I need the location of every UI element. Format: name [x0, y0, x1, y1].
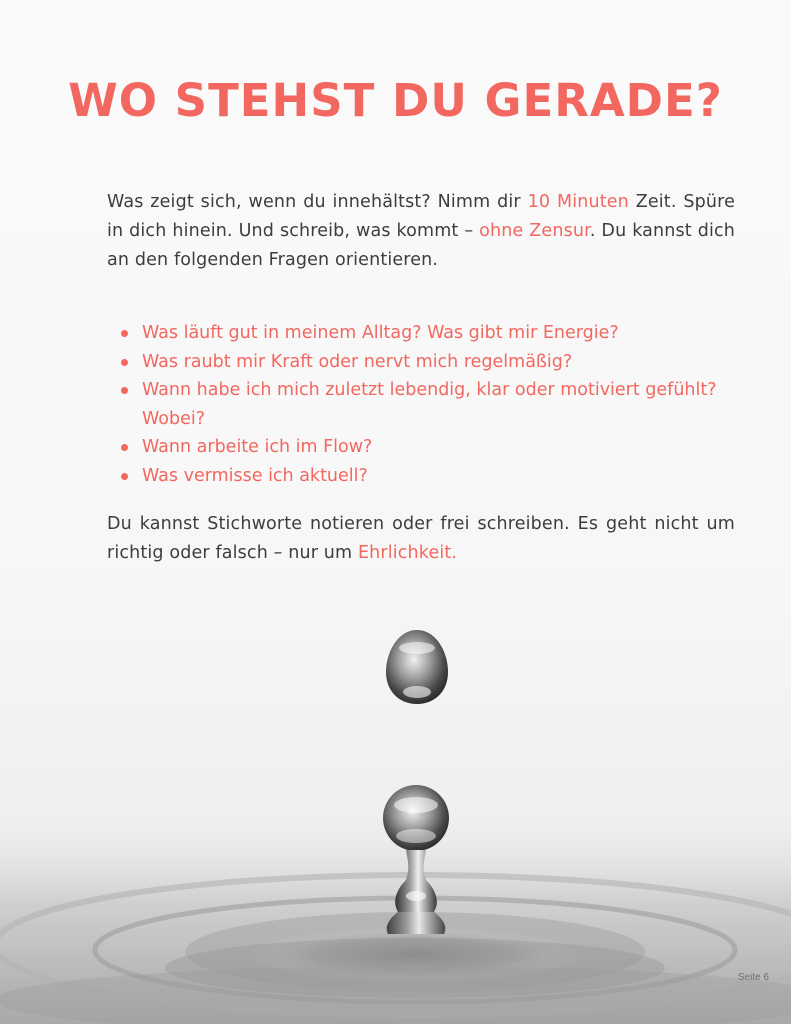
list-item [142, 348, 772, 377]
page-title: WO STEHST DU GERADE? [68, 74, 723, 127]
bullet-icon [121, 473, 128, 480]
list-item [142, 376, 772, 433]
list-item [142, 433, 772, 462]
page-number: Seite 6 [737, 972, 769, 983]
question-text: Was raubt mir Kraft oder nervt mich regelmäßig? [142, 351, 573, 372]
outro-paragraph [107, 510, 735, 568]
question-list [117, 319, 772, 490]
question-text: Was läuft gut in meinem Alltag? Was gibt mir Energie? [142, 323, 619, 343]
question-text: Wann habe ich mich zuletzt lebendig, klar oder motiviert gefühlt? Wobei? [142, 380, 717, 429]
intro-highlight-no-censor: ohne Zensur [479, 221, 590, 241]
intro-text-3: . Du kannst dich an den folgenden Fragen orientieren. [107, 221, 735, 270]
bullet-icon [121, 359, 128, 366]
bullet-icon [121, 330, 128, 337]
question-text: Was vermisse ich aktuell? [142, 465, 368, 486]
list-item [142, 319, 772, 348]
question-text: Wann arbeite ich im Flow? [142, 437, 373, 457]
list-item [142, 462, 772, 491]
bullet-icon [121, 444, 128, 451]
intro-text-1: Was zeigt sich, wenn du innehältst? Nimm dir [107, 192, 528, 212]
outro-highlight-honesty: Ehrlichkeit. [357, 543, 458, 563]
intro-text-2: Zeit. Spüre in dich hinein. Und schreib, was kommt – [107, 192, 735, 241]
bullet-icon [121, 387, 128, 394]
water-drop-image [0, 600, 791, 1024]
intro-highlight-minutes: 10 Minuten [527, 192, 629, 212]
intro-paragraph [107, 188, 735, 275]
outro-text: Du kannst Stichworte notieren oder frei schreiben. Es geht nicht um richtig oder falsch – nur um [107, 514, 735, 563]
